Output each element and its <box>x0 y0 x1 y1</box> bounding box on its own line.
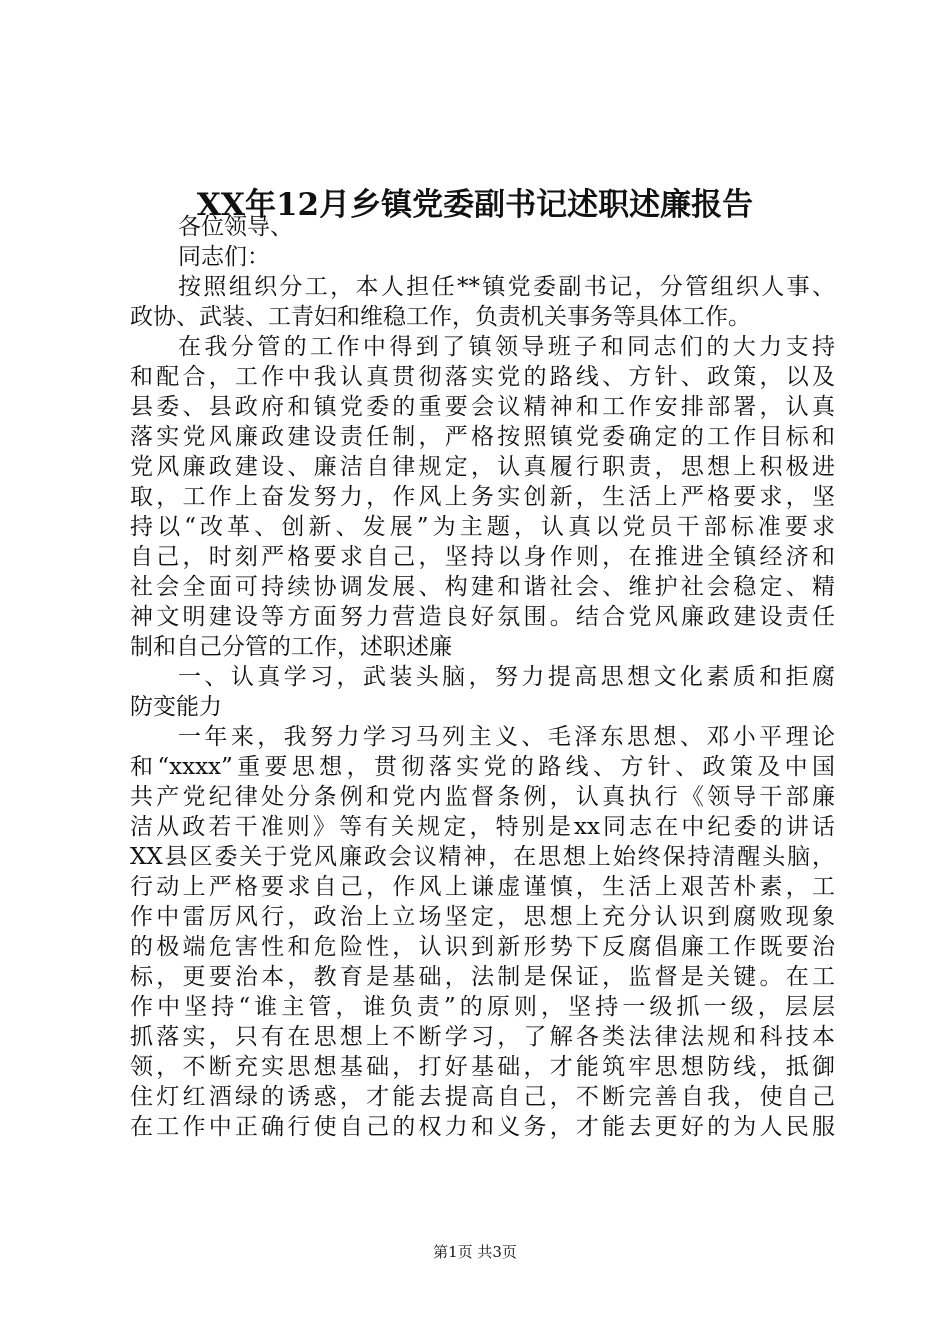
body-line: 一年来，我努力学习马列主义、毛泽东思想、邓小平理论 <box>178 724 835 750</box>
body-line: 住灯红酒绿的诱惑，才能去提高自己，不断完善自我，使自己 <box>130 1084 835 1110</box>
body-line: 县委、县政府和镇党委的重要会议精神和工作安排部署，认真 <box>130 394 835 420</box>
document-title: XX年12月乡镇党委副书记述职述廉报告 <box>196 187 754 223</box>
body-line: 抓落实，只有在思想上不断学习，了解各类法律法规和科技本 <box>130 1024 835 1050</box>
body-line: 作中坚持“谁主管，谁负责”的原则，坚持一级抓一级，层层 <box>130 994 835 1020</box>
body-line: 同志们： <box>178 244 270 270</box>
body-line: 防变能力 <box>130 694 222 720</box>
body-line: 落实党风廉政建设责任制，严格按照镇党委确定的工作目标和 <box>130 424 835 450</box>
body-line: 取，工作上奋发努力，作风上务实创新，生活上严格要求，坚 <box>130 484 835 510</box>
body-line: 作中雷厉风行，政治上立场坚定，思想上充分认识到腐败现象 <box>130 904 835 930</box>
body-line: 一、认真学习，武装头脑，努力提高思想文化素质和拒腐 <box>178 664 835 690</box>
body-line: 各位领导、 <box>178 214 293 240</box>
page-footer: 第1页 共3页 <box>433 1243 517 1261</box>
body-line: 神文明建设等方面努力营造良好氛围。结合党风廉政建设责任 <box>130 604 835 630</box>
body-line: 行动上严格要求自己，作风上谦虚谨慎，生活上艰苦朴素，工 <box>130 874 835 900</box>
body-line: 领，不断充实思想基础，打好基础，才能筑牢思想防线，抵御 <box>130 1054 835 1080</box>
body-line: 社会全面可持续协调发展、构建和谐社会、维护社会稳定、精 <box>130 574 835 600</box>
body-line: 在工作中正确行使自己的权力和义务，才能去更好的为人民服 <box>130 1114 835 1140</box>
body-line: 按照组织分工，本人担任**镇党委副书记，分管组织人事、 <box>178 274 835 300</box>
body-line: 政协、武装、工青妇和维稳工作，负责机关事务等具体工作。 <box>130 304 751 330</box>
document-body <box>130 212 835 1142</box>
body-line: 标，更要治本，教育是基础，法制是保证，监督是关键。在工 <box>130 964 835 990</box>
body-line: 和“xxxx”重要思想，贯彻落实党的路线、方针、政策及中国 <box>130 754 835 780</box>
body-line: 和配合，工作中我认真贯彻落实党的路线、方针、政策，以及 <box>130 364 835 390</box>
body-line: 洁从政若干准则》等有关规定，特别是xx同志在中纪委的讲话 <box>130 814 835 840</box>
body-line: 在我分管的工作中得到了镇领导班子和同志们的大力支持 <box>178 334 835 360</box>
body-line: 的极端危害性和危险性，认识到新形势下反腐倡廉工作既要治 <box>130 934 835 960</box>
body-line: XX县区委关于党风廉政会议精神，在思想上始终保持清醒头脑， <box>130 844 835 870</box>
body-line: 共产党纪律处分条例和党内监督条例，认真执行《领导干部廉 <box>130 784 835 810</box>
body-line: 自己，时刻严格要求自己，坚持以身作则，在推进全镇经济和 <box>130 544 835 570</box>
body-line: 持以“改革、创新、发展”为主题，认真以党员干部标准要求 <box>130 514 835 540</box>
body-line: 党风廉政建设、廉洁自律规定，认真履行职责，思想上积极进 <box>130 454 835 480</box>
body-line: 制和自己分管的工作，述职述廉 <box>130 634 452 660</box>
